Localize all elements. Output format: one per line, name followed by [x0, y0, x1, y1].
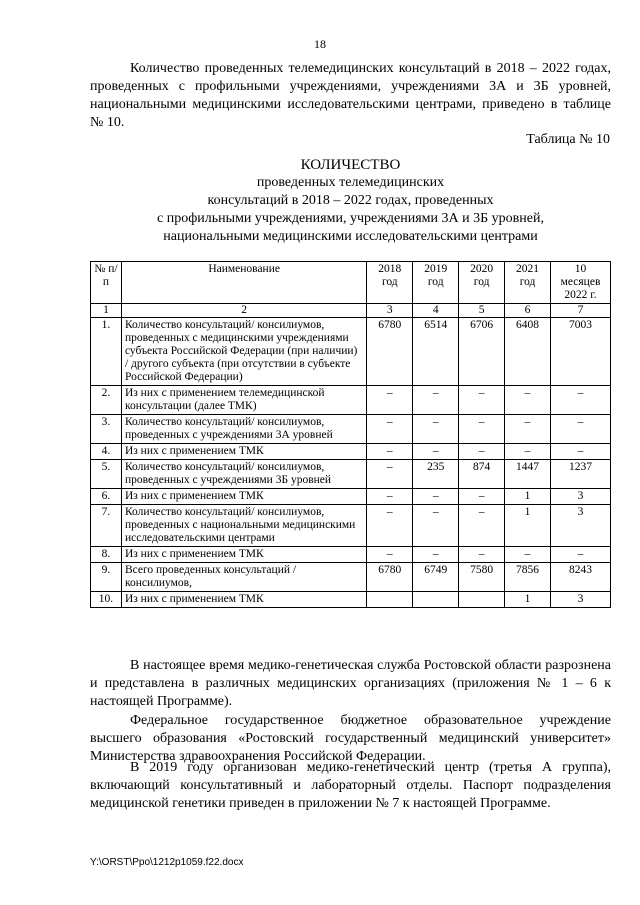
value-2021: 1 [505, 592, 551, 608]
table-title-line-2: проведенных телемедицинских [256, 175, 445, 190]
value-2022: – [551, 444, 611, 460]
value-2020: – [459, 444, 505, 460]
table-label: Таблица № 10 [526, 132, 610, 147]
row-number: 8. [91, 547, 122, 563]
value-2021: 1 [505, 505, 551, 547]
value-2018: 6780 [367, 563, 413, 592]
page-number: 18 [314, 37, 326, 51]
value-2020 [459, 592, 505, 608]
table-row [91, 505, 611, 547]
table-row [91, 460, 611, 489]
value-2019: – [413, 386, 459, 415]
row-name: Количество консультаций/ консилиумов, проведенных с учреждениями 3А уровней [121, 415, 366, 444]
row-number: 10. [91, 592, 122, 608]
header-num: № п/п [91, 262, 122, 304]
value-2020: – [459, 489, 505, 505]
column-index: 4 [413, 304, 459, 318]
row-number: 2. [91, 386, 122, 415]
value-2018: 6780 [367, 318, 413, 386]
value-2022: 3 [551, 489, 611, 505]
table-row [91, 592, 611, 608]
table-row [91, 444, 611, 460]
header-2022: 10 месяцев 2022 г. [551, 262, 611, 304]
header-2018: 2018 год [367, 262, 413, 304]
row-number: 6. [91, 489, 122, 505]
table-header-row [91, 262, 611, 304]
column-index: 2 [121, 304, 366, 318]
column-index: 3 [367, 304, 413, 318]
header-2021: 2021 год [505, 262, 551, 304]
value-2019: 6514 [413, 318, 459, 386]
intro-paragraph: Количество проведенных телемедицинских консультаций в 2018 – 2022 годах, проведенных с профильными учреждениями, учреждениями 3А и 3Б уровней, национальными медицинскими исследовательскими центрами, приведено в таблице № 10. [90, 61, 611, 130]
value-2020: – [459, 547, 505, 563]
table-title-line-5: национальными медицинскими исследовательскими центрами [163, 229, 538, 244]
value-2019: – [413, 444, 459, 460]
value-2018: – [367, 460, 413, 489]
file-path-footer: Y:\ORST\Ppo\1212p1059.f22.docx [90, 857, 244, 868]
row-number: 1. [91, 318, 122, 386]
column-index: 1 [91, 304, 122, 318]
value-2019: – [413, 547, 459, 563]
value-2019: – [413, 489, 459, 505]
table-title [90, 156, 611, 246]
paragraph-university: Федеральное государственное бюджетное образовательное учреждение высшего образования «Ростовский государственный медицинский университет» Министерства здравоохранения Российской Федерации. [90, 713, 611, 764]
consultations-table [90, 261, 611, 608]
header-2020: 2020 год [459, 262, 505, 304]
table-row [91, 547, 611, 563]
table-row [91, 415, 611, 444]
value-2018: – [367, 444, 413, 460]
table-title-line-1: КОЛИЧЕСТВО [300, 157, 401, 173]
value-2020: 7580 [459, 563, 505, 592]
paragraph-center: В 2019 году организован медико-генетический центр (третья А группа), включающий консультативный и лабораторный отделы. Паспорт подразделения медицинской генетики приведен в приложении № 7 к настоящей Программе. [90, 760, 611, 811]
value-2018 [367, 592, 413, 608]
table-row [91, 489, 611, 505]
column-index-row [91, 304, 611, 318]
table-row [91, 563, 611, 592]
value-2022: 7003 [551, 318, 611, 386]
header-2019: 2019 год [413, 262, 459, 304]
value-2018: – [367, 505, 413, 547]
value-2021: 1447 [505, 460, 551, 489]
value-2022: 3 [551, 592, 611, 608]
value-2019: – [413, 505, 459, 547]
value-2021: 6408 [505, 318, 551, 386]
value-2018: – [367, 415, 413, 444]
row-number: 9. [91, 563, 122, 592]
value-2021: 1 [505, 489, 551, 505]
value-2018: – [367, 547, 413, 563]
value-2022: – [551, 386, 611, 415]
value-2022: 1237 [551, 460, 611, 489]
row-name: Количество консультаций/ консилиумов, проведенных с учреждениями 3Б уровней [121, 460, 366, 489]
value-2021: 7856 [505, 563, 551, 592]
row-number: 4. [91, 444, 122, 460]
value-2020: 6706 [459, 318, 505, 386]
value-2020: – [459, 386, 505, 415]
table-row [91, 386, 611, 415]
value-2022: – [551, 415, 611, 444]
row-name: Всего проведенных консультаций / консилиумов, [121, 563, 366, 592]
paragraph-service: В настоящее время медико-генетическая служба Ростовской области разрознена и представлена в различных медицинских организациях (приложения № 1 – 6 к настоящей Программе). [90, 658, 611, 709]
table-title-line-3: консультаций в 2018 – 2022 годах, проведенных [207, 193, 494, 208]
value-2019 [413, 592, 459, 608]
value-2020: – [459, 415, 505, 444]
header-name: Наименование [121, 262, 366, 304]
row-name: Количество консультаций/ консилиумов, проведенных с медицинскими учреждениями субъекта Российской Федерации (при наличии) / другого субъекта (при отсутствии в субъекте Российской Федерации) [121, 318, 366, 386]
row-name: Из них с применением ТМК [121, 547, 366, 563]
value-2021: – [505, 386, 551, 415]
column-index: 5 [459, 304, 505, 318]
row-number: 3. [91, 415, 122, 444]
value-2022: 3 [551, 505, 611, 547]
row-name: Из них с применением ТМК [121, 592, 366, 608]
value-2021: – [505, 415, 551, 444]
row-name: Из них с применением ТМК [121, 444, 366, 460]
row-number: 7. [91, 505, 122, 547]
value-2020: – [459, 505, 505, 547]
value-2022: 8243 [551, 563, 611, 592]
column-index: 6 [505, 304, 551, 318]
value-2020: 874 [459, 460, 505, 489]
row-number: 5. [91, 460, 122, 489]
row-name: Из них с применением телемедицинской консультации (далее ТМК) [121, 386, 366, 415]
row-name: Количество консультаций/ консилиумов, проведенных с национальными медицинскими исследовательскими центрами [121, 505, 366, 547]
table-title-line-4: с профильными учреждениями, учреждениями 3А и 3Б уровней, [157, 211, 544, 226]
row-name: Из них с применением ТМК [121, 489, 366, 505]
value-2019: 6749 [413, 563, 459, 592]
table-row [91, 318, 611, 386]
value-2019: 235 [413, 460, 459, 489]
value-2018: – [367, 489, 413, 505]
column-index: 7 [551, 304, 611, 318]
value-2019: – [413, 415, 459, 444]
value-2021: – [505, 444, 551, 460]
value-2021: – [505, 547, 551, 563]
value-2018: – [367, 386, 413, 415]
value-2022: – [551, 547, 611, 563]
